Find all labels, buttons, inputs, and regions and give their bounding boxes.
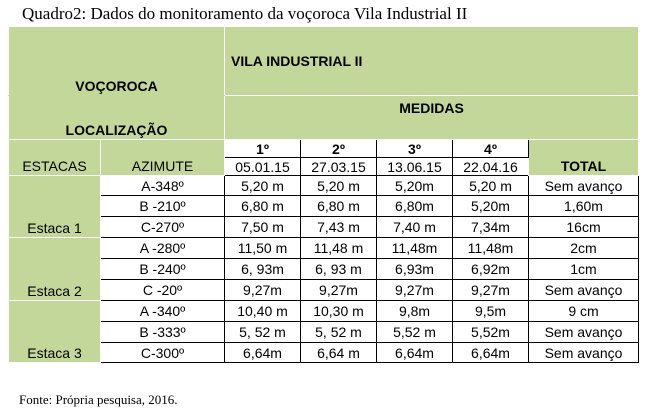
measure-cell: 11,50 m xyxy=(225,238,301,259)
date-1: 05.01.15 xyxy=(225,158,301,176)
total-cell: 16cm xyxy=(529,217,639,238)
measure-cell: 9,8m xyxy=(377,301,453,322)
station-label: Estaca 2 xyxy=(9,238,101,301)
measure-cell: 5, 52 m xyxy=(225,322,301,343)
azimute-cell: A-348º xyxy=(101,176,225,196)
azimute-cell: C -20º xyxy=(101,280,225,301)
measure-cell: 11,48m xyxy=(453,238,529,259)
measure-cell: 5,52 m xyxy=(377,322,453,343)
total-cell: Sem avanço xyxy=(529,280,639,301)
total-cell: 9 cm xyxy=(529,301,639,322)
table-source: Fonte: Própria pesquisa, 2016. xyxy=(19,392,178,407)
measure-cell: 9,27m xyxy=(301,280,377,301)
estacas-header: ESTACAS xyxy=(9,140,101,176)
measure-cell: 7,40 m xyxy=(377,217,453,238)
measure-cell: 7,50 m xyxy=(225,217,301,238)
date-3: 13.06.15 xyxy=(377,158,453,176)
measure-cell: 5,52m xyxy=(453,322,529,343)
ordinal-1: 1º xyxy=(225,140,301,158)
total-cell: 1,60m xyxy=(529,196,639,217)
date-4: 22.04.16 xyxy=(453,158,529,176)
localizacao-header: LOCALIZAÇÃO xyxy=(9,96,225,140)
azimute-cell: B -210º xyxy=(101,196,225,217)
measure-cell: 10,30 m xyxy=(301,301,377,322)
measure-cell: 6,80m xyxy=(377,196,453,217)
measure-cell: 6,64m xyxy=(453,343,529,363)
total-cell: Sem avanço xyxy=(529,343,639,363)
azimute-header: AZIMUTE xyxy=(101,140,225,176)
measure-cell: 5,20m xyxy=(453,196,529,217)
azimute-cell: A -340º xyxy=(101,301,225,322)
measure-cell: 5,20m xyxy=(377,176,453,196)
measure-cell: 6,64 m xyxy=(301,343,377,363)
measure-cell: 5,20 m xyxy=(453,176,529,196)
ordinal-2: 2º xyxy=(301,140,377,158)
total-cell: 2cm xyxy=(529,238,639,259)
azimute-cell: C-270º xyxy=(101,217,225,238)
measure-cell: 6,64m xyxy=(377,343,453,363)
ordinal-3: 3º xyxy=(377,140,453,158)
measure-cell: 11,48 m xyxy=(301,238,377,259)
measure-cell: 6,93m xyxy=(377,259,453,280)
azimute-cell: A -280º xyxy=(101,238,225,259)
measure-cell: 5,20 m xyxy=(301,176,377,196)
measure-cell: 7,43 m xyxy=(301,217,377,238)
measure-cell: 9,27m xyxy=(225,280,301,301)
measure-cell: 6,80 m xyxy=(225,196,301,217)
total-header: TOTAL xyxy=(529,140,639,176)
azimute-cell: B -333º xyxy=(101,322,225,343)
azimute-cell: B -240º xyxy=(101,259,225,280)
vocoroca-header: VOÇOROCA xyxy=(9,27,225,96)
measure-cell: 7,34m xyxy=(453,217,529,238)
ordinal-4: 4º xyxy=(453,140,529,158)
measure-cell: 11,48m xyxy=(377,238,453,259)
table-caption: Quadro2: Dados do monitoramento da voçoroca Vila Industrial II xyxy=(22,4,468,23)
measure-cell: 6,92m xyxy=(453,259,529,280)
medidas-header: MEDIDAS xyxy=(225,96,639,140)
azimute-cell: C-300º xyxy=(101,343,225,363)
date-2: 27.03.15 xyxy=(301,158,377,176)
measure-cell: 9,5m xyxy=(453,301,529,322)
measure-cell: 6,80 m xyxy=(301,196,377,217)
measure-cell: 5,20 m xyxy=(225,176,301,196)
measure-cell: 9,27m xyxy=(377,280,453,301)
measure-cell: 6, 93m xyxy=(225,259,301,280)
station-label: Estaca 1 xyxy=(9,176,101,238)
station-label: Estaca 3 xyxy=(9,301,101,363)
site-header: VILA INDUSTRIAL II xyxy=(225,27,639,96)
measure-cell: 9,27m xyxy=(453,280,529,301)
measure-cell: 10,40 m xyxy=(225,301,301,322)
monitoring-table xyxy=(8,26,639,363)
total-cell: Sem avanço xyxy=(529,322,639,343)
total-cell: 1cm xyxy=(529,259,639,280)
measure-cell: 5, 52 m xyxy=(301,322,377,343)
measure-cell: 6,64m xyxy=(225,343,301,363)
measure-cell: 6, 93 m xyxy=(301,259,377,280)
total-cell: Sem avanço xyxy=(529,176,639,196)
